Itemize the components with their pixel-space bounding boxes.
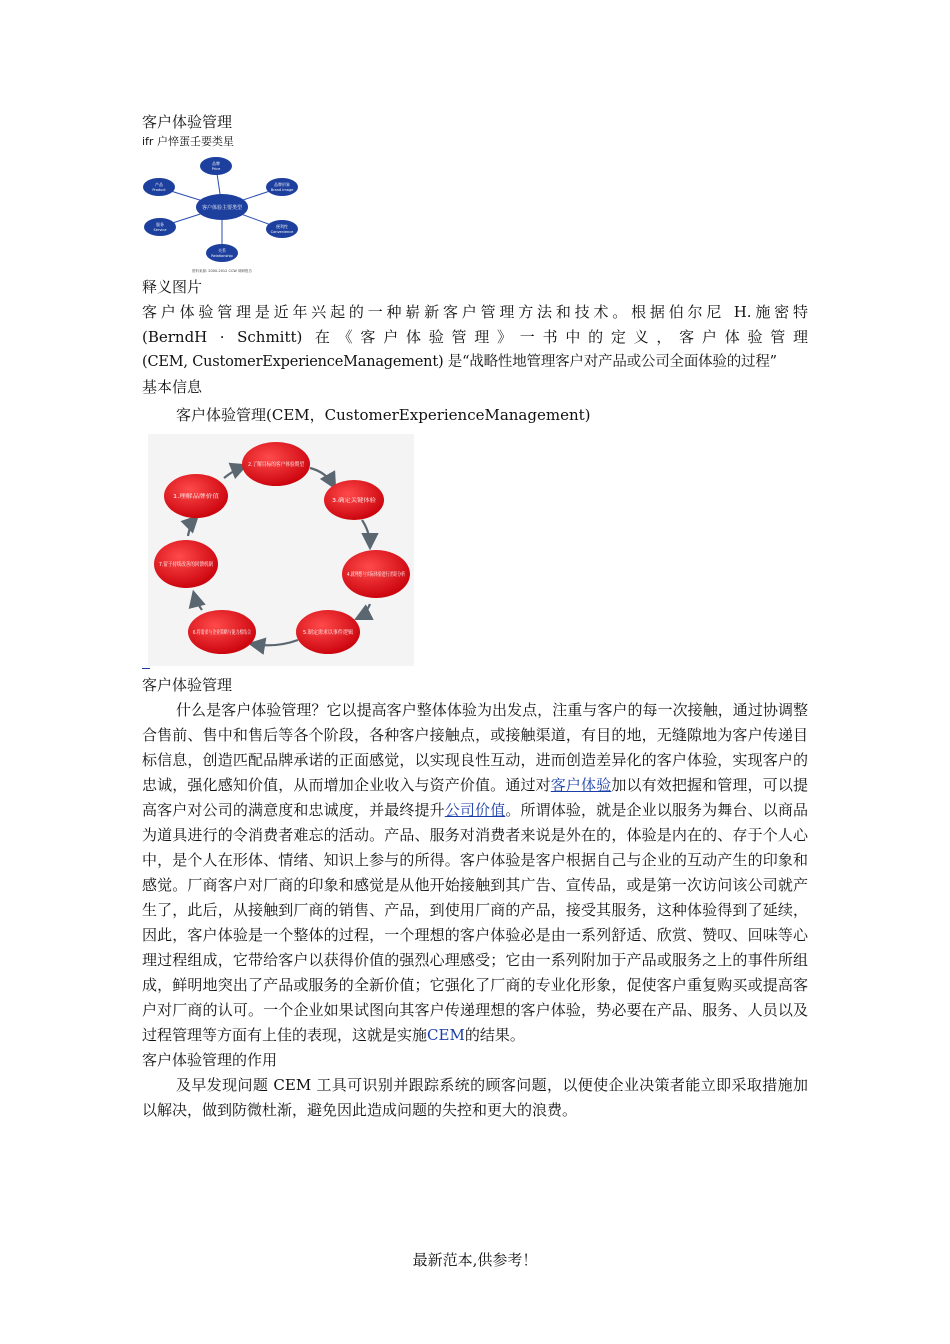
intro-line-1: 客户体验管理是近年兴起的一种崭新客户管理方法和技术。根据伯尔尼 H.施密特 xyxy=(142,303,808,321)
node-convenience xyxy=(266,220,298,238)
paragraph-text: 。所谓体验，就是企业以服务为舞台、以商品为道具进行的令消费者难忘的活动。产品、服务对消费者来说是外在的，体验是内在的、存于个人心中，是个人在形体、情绪、知识上参与的所得。客户体验是客户根据自己与企业的互动产生的印象和感觉。厂商客户对厂商的印象和感觉是从他开始接触到其广告、宣传品，或是第一次访问该公司就产生了，此后，从接触到厂商的销售、产品，到使用厂商的产品，接受其服务，这种体验得到了延续，因此，客户体验是一个整体的过程，一个理想的客户体验必是由一系列舒适、欣赏、赞叹、回味等心理过程组成，它带给客户以获得价值的强烈心理感受；它由一系列附加于产品或服务之上的事件所组成，鲜明地突出了产品或服务的全新价值；它强化了厂商的专业化形象，促使客户重复购买或提高客户对厂商的认可。一个企业如果试图向其客户传递理想的客户体验，势必要在产品、服务、人员以及过程管理等方面有上佳的表现，这就是实施 xyxy=(142,801,808,1044)
step-label-7: 7.留于持续改善的回馈机制 xyxy=(159,562,225,568)
paragraph-text: 的结果。 xyxy=(464,1026,525,1044)
step-label-3: 3.确定关键体验 xyxy=(332,498,371,504)
section-title-role: 客户体验管理的作用 xyxy=(142,1051,278,1069)
node-relationship xyxy=(206,244,238,262)
node-label-en: Relationship xyxy=(211,254,233,258)
step-label-2: 2.了解目标的客户体验期望 xyxy=(248,462,314,468)
intro-line-2: (BerndH · Schmitt) 在《客户体验管理》一书中的定义，客户体验管理 xyxy=(142,328,808,346)
paragraph-text: 什么是客户体验管理？它以提高客户整体体验为出发点，注重与客户的每一次接触，通过协调整合售前、售中和售后等各个阶段，各种客户接触点，或接触渠道，有目的地，无缝隙地为客户传递目标信息，创造匹配品牌承诺的正面感觉，以实现良性互动，进而创造差异化的客户体验，实现客户的忠诚，强化感知价值，从而增加企业收入与资产价值。通过对 xyxy=(142,701,808,794)
node-product xyxy=(143,178,175,196)
node-label: 品牌形象 xyxy=(274,182,290,187)
step-label-4: 4.就理想与实际体验进行差距分析 xyxy=(347,572,430,578)
experience-types-diagram xyxy=(142,149,302,275)
center-node-label: 客户体验主要类型 xyxy=(201,205,243,211)
cem-process-cycle-diagram xyxy=(148,434,430,666)
node-label-en: Product xyxy=(152,188,166,192)
node-label-en: Price xyxy=(211,167,221,171)
basic-info-heading: 基本信息 xyxy=(142,378,203,396)
step-label-1: 1.理解品牌价值 xyxy=(173,494,212,500)
link-customer-experience[interactable]: 客户体验 xyxy=(550,776,612,794)
node-service xyxy=(144,218,176,236)
small-subtitle: ifr 户悴蛋壬要类星 xyxy=(142,135,234,148)
section-paragraph-role: 及早发现问题 CEM 工具可识别并跟踪系统的顾客问题，以便使企业决策者能立即采取措施加以解决，做到防微杜渐，避免因此造成问题的失控和更大的浪费。 xyxy=(142,1076,808,1119)
node-label: 便利性 xyxy=(276,224,288,229)
node-label: 服务 xyxy=(156,222,164,227)
intro-line-3: (CEM, CustomerExperienceManagement) 是“战略性地管理客户对产品或公司全面体验的过程” xyxy=(142,354,777,370)
step-label-5: 5.制定需求以事件逻辑 xyxy=(303,630,358,636)
node-label-en: Brand Image xyxy=(270,188,294,192)
document-body xyxy=(142,110,808,1123)
node-label: 关系 xyxy=(218,248,226,253)
node-brand-image xyxy=(266,178,298,196)
figure-caption: 释义图片 xyxy=(142,278,203,296)
node-label: 产品 xyxy=(155,182,163,187)
node-label-en: Service xyxy=(153,228,167,232)
link-company-value[interactable]: 公司价值 xyxy=(444,801,506,819)
paragraph-text: 加以有效把握和管理，可以提高客户对公司的满意度和忠诚度，并最终提升 xyxy=(142,776,808,819)
section-paragraph-cem xyxy=(142,698,808,1048)
node-price xyxy=(200,157,232,175)
step-label-6: 6.将需求与企业策略与能力相结合 xyxy=(193,630,276,636)
section-title-cem: 客户体验管理 xyxy=(142,676,233,694)
node-label: 品牌 xyxy=(212,161,220,166)
node-label-en: Convenience xyxy=(270,230,294,234)
figure-source-caption: 资料来源: 2000-2012 CCW 调研报告 xyxy=(192,269,252,273)
image-anchor-mark xyxy=(142,666,150,669)
doc-title: 客户体验管理 xyxy=(142,113,233,131)
page-footer: 最新范本,供参考！ xyxy=(412,1251,538,1269)
basic-info-line: 客户体验管理(CEM，CustomerExperienceManagement) xyxy=(176,406,591,424)
cem-term: CEM xyxy=(427,1026,465,1044)
